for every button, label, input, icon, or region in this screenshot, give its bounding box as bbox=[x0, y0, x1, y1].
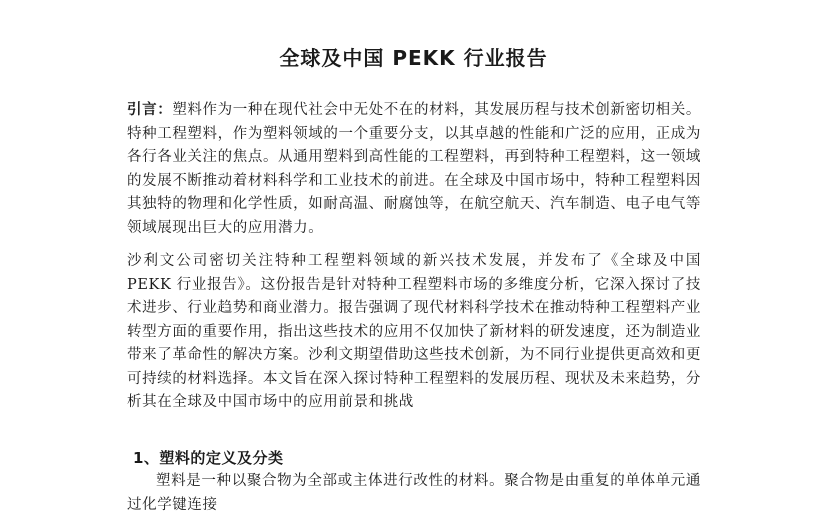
intro-paragraph bbox=[127, 98, 701, 240]
report-paragraph: 沙利文公司密切关注特种工程塑料领域的新兴技术发展，并发布了《全球及中国 PEKK 行业报告》。这份报告是针对特种工程塑料市场的多维度分析，它深入探讨了技术进步、行业趋势和商业潜力。报告强调了现代材料科学技术在推动特种工程塑料产业转型方面的重要作用，指出这些技术的应用不仅加快了新材料的研发速度，还为制造业带来了革命性的解决方案。沙利文期望借助这些技术创新，为不同行业提供更高效和更可持续的材料选择。本文旨在深入探讨特种工程塑料的发展历程、现状及未来趋势，分析其在全球及中国市场中的应用前景和挑战 bbox=[127, 253, 701, 410]
intro-text: 塑料作为一种在现代社会中无处不在的材料，其发展历程与技术创新密切相关。特种工程塑料，作为塑料领域的一个重要分支，以其卓越的性能和广泛的应用，正成为各行各业关注的焦点。从通用塑料到高性能的工程塑料，再到特种工程塑料，这一领域的发展不断推动着材料科学和工业技术的前进。在全球及中国市场中，特种工程塑料因其独特的物理和化学性质，如耐高温、耐腐蚀等，在航空航天、汽车制造、电子电气等领域展现出巨大的应用潜力。 bbox=[127, 102, 701, 236]
document-title: 全球及中国 PEKK 行业报告 bbox=[279, 46, 548, 70]
section-paragraph: 塑料是一种以聚合物为全部或主体进行改性的材料。聚合物是由重复的单体单元通过化学键连接 bbox=[127, 473, 701, 513]
intro-label: 引言： bbox=[127, 101, 173, 118]
section-heading: 1、塑料的定义及分类 bbox=[133, 449, 284, 467]
